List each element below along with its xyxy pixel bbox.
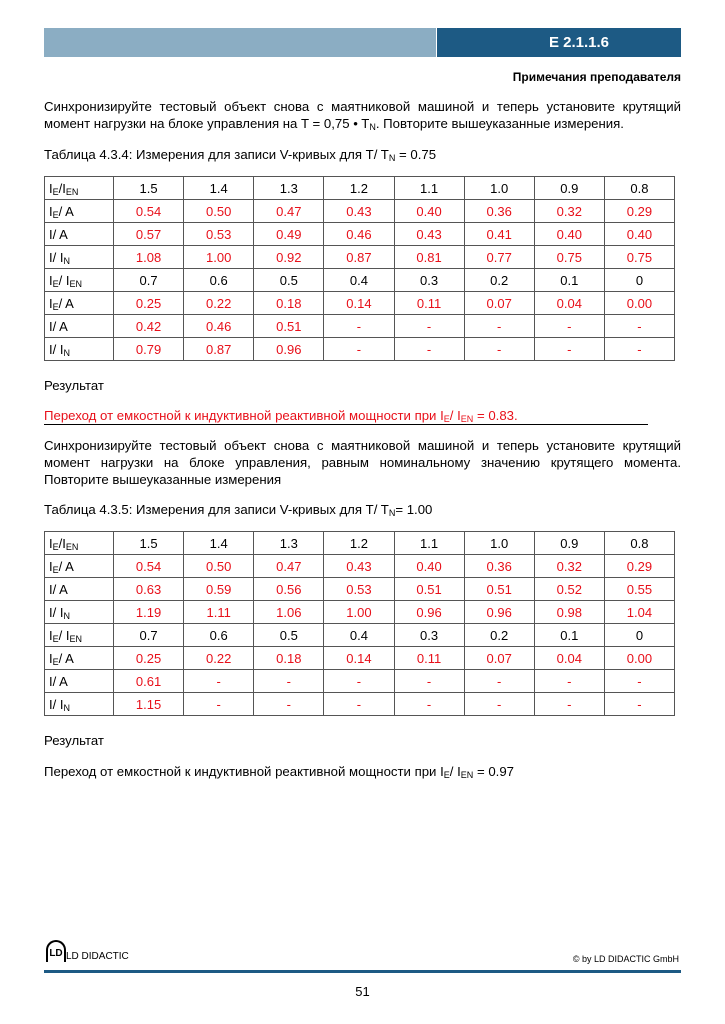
text: / I bbox=[449, 408, 461, 423]
table-cell: 0 bbox=[604, 624, 674, 647]
subscript: N bbox=[63, 347, 70, 358]
table-cell: 1.3 bbox=[254, 532, 324, 555]
table-cell: 0.07 bbox=[464, 292, 534, 315]
subscript: N bbox=[388, 153, 396, 163]
row-label bbox=[45, 670, 114, 693]
table-cell: 0.57 bbox=[114, 223, 184, 246]
table-cell: 0.4 bbox=[324, 269, 394, 292]
table-cell: 0.49 bbox=[254, 223, 324, 246]
table-cell: - bbox=[604, 315, 674, 338]
table-cell: - bbox=[184, 693, 254, 716]
subscript: N bbox=[388, 508, 396, 518]
section-code: E 2.1.1.6 bbox=[548, 34, 609, 51]
logo-text: LD DIDACTIC bbox=[66, 951, 129, 962]
subscript: E bbox=[52, 541, 59, 552]
table-cell: 0.00 bbox=[604, 292, 674, 315]
label-text: I bbox=[49, 627, 53, 643]
label-text: I/ I bbox=[49, 249, 64, 265]
table-cell: 1.0 bbox=[464, 177, 534, 200]
subscript: E bbox=[52, 564, 59, 575]
table-cell: - bbox=[534, 693, 604, 716]
table-cell: 0.51 bbox=[394, 578, 464, 601]
table-cell: 1.3 bbox=[254, 177, 324, 200]
row-label bbox=[45, 601, 114, 624]
text: Таблица 4.3.5: Измерения для записи V-кривых для T/ T bbox=[44, 502, 389, 517]
table-cell: 0.1 bbox=[534, 624, 604, 647]
table-cell: 1.04 bbox=[604, 601, 674, 624]
table-cell: 0.11 bbox=[394, 647, 464, 670]
row-label bbox=[45, 246, 114, 269]
text: = 1.00 bbox=[395, 502, 433, 517]
table-cell: 0.87 bbox=[324, 246, 394, 269]
table-cell: 0.43 bbox=[324, 200, 394, 223]
table-cell: 0.96 bbox=[254, 338, 324, 361]
label-text: /I bbox=[58, 180, 66, 196]
label-text: I bbox=[49, 558, 53, 574]
label-text: I bbox=[49, 203, 53, 219]
table-cell: 1.19 bbox=[114, 601, 184, 624]
text: = 0.97 bbox=[473, 764, 514, 779]
table-cell: 0.47 bbox=[254, 200, 324, 223]
result2-label: Результат bbox=[44, 733, 104, 748]
header-bar bbox=[44, 28, 436, 57]
ld-logo-icon: LD bbox=[46, 940, 66, 962]
subscript: E bbox=[52, 301, 59, 312]
table-cell: - bbox=[394, 693, 464, 716]
table-cell: 1.15 bbox=[114, 693, 184, 716]
table-cell: 0.7 bbox=[114, 269, 184, 292]
table-row bbox=[45, 624, 675, 647]
header-code-box bbox=[437, 28, 681, 57]
table-cell: 0.14 bbox=[324, 647, 394, 670]
table-row bbox=[45, 601, 675, 624]
table-cell: 0.81 bbox=[394, 246, 464, 269]
subscript: N bbox=[369, 122, 376, 132]
table-row bbox=[45, 315, 675, 338]
measurement-table-4-3-4 bbox=[44, 176, 675, 361]
table-cell: - bbox=[604, 693, 674, 716]
subscript: E bbox=[52, 209, 59, 220]
label-text: I bbox=[49, 535, 53, 551]
table-cell: 0.3 bbox=[394, 624, 464, 647]
instruction-paragraph-1 bbox=[44, 98, 681, 132]
table-cell: 1.0 bbox=[464, 532, 534, 555]
label-text: / I bbox=[58, 627, 70, 643]
subscript: N bbox=[63, 610, 70, 621]
table-row bbox=[45, 338, 675, 361]
table-cell: - bbox=[604, 670, 674, 693]
subscript: E bbox=[443, 770, 450, 780]
table-cell: 0.04 bbox=[534, 292, 604, 315]
table-cell: 0.3 bbox=[394, 269, 464, 292]
measurement-table-4-3-5 bbox=[44, 531, 675, 716]
text: Переход от емкостной к индуктивной реактивной мощности при I bbox=[44, 764, 444, 779]
subscript: EN bbox=[65, 186, 79, 197]
table-cell: - bbox=[184, 670, 254, 693]
table-cell: 0.42 bbox=[114, 315, 184, 338]
row-label bbox=[45, 315, 114, 338]
table-cell: 0.55 bbox=[604, 578, 674, 601]
table-cell: 0.51 bbox=[254, 315, 324, 338]
row-label bbox=[45, 292, 114, 315]
label-text: / A bbox=[58, 295, 74, 311]
table-row bbox=[45, 269, 675, 292]
table-cell: 0.25 bbox=[114, 292, 184, 315]
table-cell: 1.1 bbox=[394, 532, 464, 555]
table-cell: - bbox=[324, 338, 394, 361]
text: Таблица 4.3.4: Измерения для записи V-кривых для T/ T bbox=[44, 147, 389, 162]
table-row bbox=[45, 292, 675, 315]
table-cell: 0.43 bbox=[394, 223, 464, 246]
table-cell: 0.29 bbox=[604, 200, 674, 223]
table-cell: 0.5 bbox=[254, 269, 324, 292]
subscript: EN bbox=[69, 278, 82, 289]
label-text: I/ I bbox=[49, 341, 64, 357]
table-cell: 1.2 bbox=[324, 532, 394, 555]
table-cell: 0.9 bbox=[534, 177, 604, 200]
table-cell: 0.79 bbox=[114, 338, 184, 361]
table-cell: 1.06 bbox=[254, 601, 324, 624]
table-cell: 0.6 bbox=[184, 624, 254, 647]
label-text: I bbox=[49, 272, 53, 288]
label-text: I bbox=[49, 180, 53, 196]
table-cell: 0.59 bbox=[184, 578, 254, 601]
table-cell: 1.1 bbox=[394, 177, 464, 200]
result1-label: Результат bbox=[44, 378, 104, 393]
row-label bbox=[45, 578, 114, 601]
table-cell: 1.2 bbox=[324, 177, 394, 200]
table-cell: 0.51 bbox=[464, 578, 534, 601]
table1-caption bbox=[44, 146, 681, 163]
row-label bbox=[45, 693, 114, 716]
table-cell: 0.7 bbox=[114, 624, 184, 647]
subscript: E bbox=[443, 414, 450, 424]
row-label bbox=[45, 200, 114, 223]
table-cell: 1.4 bbox=[184, 532, 254, 555]
label-text: I/ I bbox=[49, 604, 64, 620]
table-cell: 0.36 bbox=[464, 200, 534, 223]
notes-title: Примечания преподавателя bbox=[512, 70, 681, 84]
table-cell: 0.75 bbox=[604, 246, 674, 269]
table-cell: 0.87 bbox=[184, 338, 254, 361]
table-cell: 0.96 bbox=[394, 601, 464, 624]
table-cell: 0.75 bbox=[534, 246, 604, 269]
label-text: I/ A bbox=[49, 581, 68, 597]
subscript: E bbox=[52, 656, 59, 667]
table-cell: - bbox=[394, 338, 464, 361]
table-cell: 0.22 bbox=[184, 292, 254, 315]
row-label bbox=[45, 338, 114, 361]
label-text: / A bbox=[58, 650, 74, 666]
table-cell: 0.2 bbox=[464, 269, 534, 292]
text: = 0.75 bbox=[395, 147, 437, 162]
row-label bbox=[45, 177, 114, 200]
table-cell: - bbox=[254, 693, 324, 716]
table-cell: 0.25 bbox=[114, 647, 184, 670]
table-cell: - bbox=[464, 693, 534, 716]
subscript: EN bbox=[460, 414, 474, 424]
table-cell: 0.52 bbox=[534, 578, 604, 601]
label-text: I/ A bbox=[49, 673, 68, 689]
subscript: N bbox=[63, 255, 70, 266]
table-cell: - bbox=[324, 315, 394, 338]
table-cell: 0.36 bbox=[464, 555, 534, 578]
text: . Повторите вышеуказанные измерения. bbox=[375, 116, 624, 131]
row-label bbox=[45, 555, 114, 578]
table-cell: 0.40 bbox=[394, 200, 464, 223]
table-cell: 0.8 bbox=[604, 177, 674, 200]
copyright: © by LD DIDACTIC GmbH bbox=[572, 954, 679, 964]
table-cell: - bbox=[324, 670, 394, 693]
table-row bbox=[45, 647, 675, 670]
label-text: I bbox=[49, 650, 53, 666]
table-cell: 0.53 bbox=[184, 223, 254, 246]
table-cell: 1.4 bbox=[184, 177, 254, 200]
table-cell: 1.08 bbox=[114, 246, 184, 269]
table-cell: - bbox=[604, 338, 674, 361]
table-row bbox=[45, 177, 675, 200]
label-text: I/ I bbox=[49, 696, 64, 712]
table-cell: - bbox=[464, 315, 534, 338]
row-label bbox=[45, 223, 114, 246]
table-cell: 0.77 bbox=[464, 246, 534, 269]
table-cell: 0.92 bbox=[254, 246, 324, 269]
subscript: E bbox=[52, 186, 59, 197]
table-cell: 1.00 bbox=[184, 246, 254, 269]
table-cell: - bbox=[464, 338, 534, 361]
table-cell: 0.46 bbox=[324, 223, 394, 246]
table-cell: 0.32 bbox=[534, 200, 604, 223]
table-cell: 0.43 bbox=[324, 555, 394, 578]
table-cell: 0.53 bbox=[324, 578, 394, 601]
ld-didactic-logo bbox=[46, 940, 129, 962]
text: Переход от емкостной к индуктивной реактивной мощности при I bbox=[44, 408, 444, 423]
table-cell: 0.54 bbox=[114, 555, 184, 578]
table-cell: - bbox=[394, 315, 464, 338]
label-text: / I bbox=[58, 272, 70, 288]
label-text: / A bbox=[58, 558, 74, 574]
table2-caption bbox=[44, 501, 681, 518]
table-cell: 0.50 bbox=[184, 555, 254, 578]
subscript: EN bbox=[460, 770, 474, 780]
table-cell: 0.2 bbox=[464, 624, 534, 647]
row-label bbox=[45, 624, 114, 647]
table-cell: 0.00 bbox=[604, 647, 674, 670]
table-cell: 0.5 bbox=[254, 624, 324, 647]
row-label bbox=[45, 647, 114, 670]
table-cell: 0.50 bbox=[184, 200, 254, 223]
table-cell: 0.6 bbox=[184, 269, 254, 292]
subscript: EN bbox=[65, 541, 79, 552]
table-cell: 1.5 bbox=[114, 177, 184, 200]
row-label bbox=[45, 269, 114, 292]
table-cell: 0 bbox=[604, 269, 674, 292]
table-row bbox=[45, 532, 675, 555]
subscript: E bbox=[52, 278, 59, 289]
table-cell: 0.11 bbox=[394, 292, 464, 315]
table-cell: 0.63 bbox=[114, 578, 184, 601]
table-row bbox=[45, 200, 675, 223]
table-row bbox=[45, 670, 675, 693]
table-cell: 0.9 bbox=[534, 532, 604, 555]
table-cell: 0.1 bbox=[534, 269, 604, 292]
label-text: / A bbox=[58, 203, 74, 219]
table-cell: 1.00 bbox=[324, 601, 394, 624]
table-cell: - bbox=[394, 670, 464, 693]
table-cell: - bbox=[534, 670, 604, 693]
table-cell: 0.54 bbox=[114, 200, 184, 223]
table-cell: 0.07 bbox=[464, 647, 534, 670]
result2-text bbox=[44, 763, 681, 780]
table-cell: 0.96 bbox=[464, 601, 534, 624]
table-cell: 0.61 bbox=[114, 670, 184, 693]
table-cell: 0.18 bbox=[254, 292, 324, 315]
table-cell: 0.56 bbox=[254, 578, 324, 601]
table-cell: 0.98 bbox=[534, 601, 604, 624]
table-row bbox=[45, 693, 675, 716]
table-cell: 0.32 bbox=[534, 555, 604, 578]
footer-divider bbox=[44, 970, 681, 973]
subscript: EN bbox=[69, 633, 82, 644]
label-text: /I bbox=[58, 535, 66, 551]
table-row bbox=[45, 578, 675, 601]
table-cell: 0.8 bbox=[604, 532, 674, 555]
table-cell: 0.46 bbox=[184, 315, 254, 338]
table-cell: 0.40 bbox=[534, 223, 604, 246]
table-cell: - bbox=[324, 693, 394, 716]
table-cell: 0.04 bbox=[534, 647, 604, 670]
table-cell: 0.29 bbox=[604, 555, 674, 578]
label-text: I/ A bbox=[49, 318, 68, 334]
subscript: N bbox=[63, 702, 70, 713]
table-cell: 0.4 bbox=[324, 624, 394, 647]
instruction-paragraph-2: Синхронизируйте тестовый объект снова с маятниковой машиной и теперь установите крутящий момент нагрузки на блоке управления, равным номинальному значению крутящего момента. Повторите вышеуказанные измерения bbox=[44, 438, 681, 487]
table-cell: 0.14 bbox=[324, 292, 394, 315]
label-text: I/ A bbox=[49, 226, 68, 242]
table-cell: - bbox=[534, 338, 604, 361]
text: Синхронизируйте тестовый объект снова с маятниковой машиной и теперь установите крутящий момент нагрузки на блоке управления на T = 0,75 • T bbox=[44, 99, 681, 131]
label-text: I bbox=[49, 295, 53, 311]
table-cell: 0.40 bbox=[394, 555, 464, 578]
table-row bbox=[45, 223, 675, 246]
table-cell: 1.11 bbox=[184, 601, 254, 624]
table-cell: 0.41 bbox=[464, 223, 534, 246]
table-cell: 0.47 bbox=[254, 555, 324, 578]
table-cell: 0.40 bbox=[604, 223, 674, 246]
text: = 0.83. bbox=[473, 408, 518, 423]
page-number: 51 bbox=[355, 984, 370, 999]
table-cell: - bbox=[464, 670, 534, 693]
table-cell: - bbox=[534, 315, 604, 338]
table-cell: - bbox=[254, 670, 324, 693]
table-cell: 1.5 bbox=[114, 532, 184, 555]
row-label bbox=[45, 532, 114, 555]
table-cell: 0.18 bbox=[254, 647, 324, 670]
text: / I bbox=[449, 764, 461, 779]
table-cell: 0.22 bbox=[184, 647, 254, 670]
table-row bbox=[45, 555, 675, 578]
subscript: E bbox=[52, 633, 59, 644]
table-row bbox=[45, 246, 675, 269]
result1-text bbox=[44, 407, 681, 425]
